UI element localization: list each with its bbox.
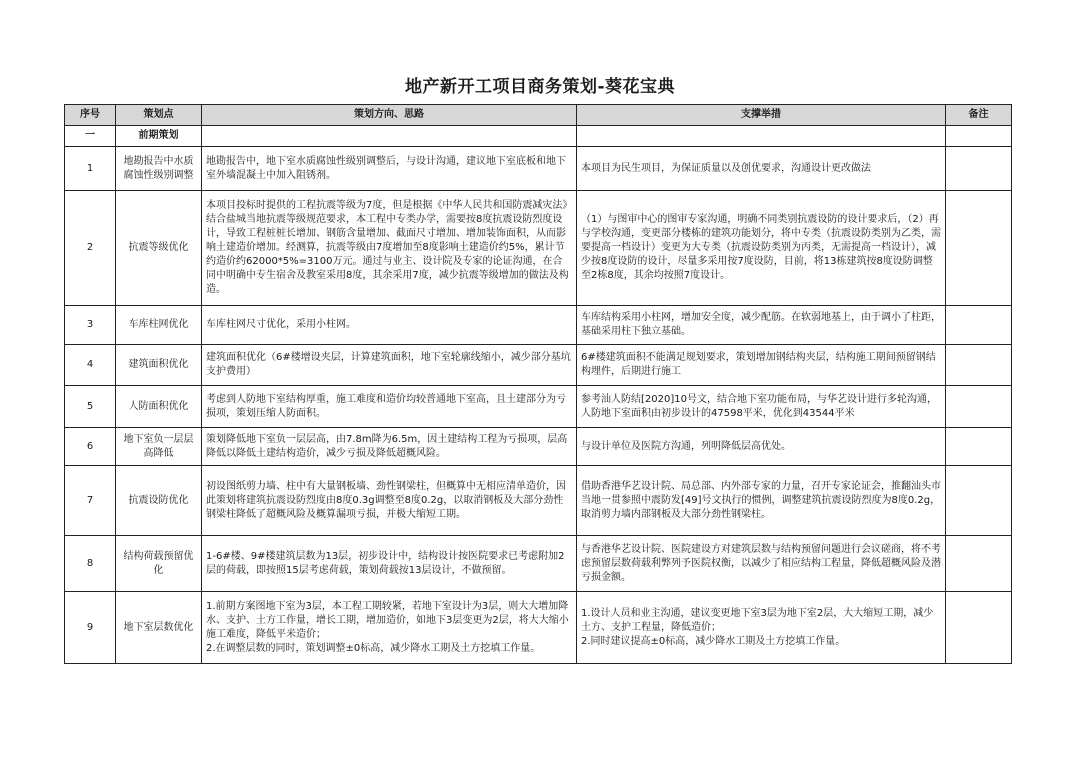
phase-number: 一 — [65, 126, 116, 147]
row-direction: 考虑到人防地下室结构厚重，施工难度和造价均较普通地下室高，且土建部分为亏损项，策划压缩人防面积。 — [202, 386, 577, 428]
row-point: 人防面积优化 — [116, 386, 202, 428]
row-direction: 初设图纸剪力墙、柱中有大量钢板墙、劲性钢梁柱，但概算中无相应清单造价，因此策划将建筑抗震设防烈度由8度0.3g调整至8度0.2g，以取消钢板及大部分劲性钢梁柱降低了超概风险及概算漏项亏损，并极大缩短工期。 — [202, 466, 577, 536]
header-point: 策划点 — [116, 105, 202, 126]
row-seq: 7 — [65, 466, 116, 536]
strategy-table — [64, 104, 1012, 664]
row-direction: 地勘报告中，地下室水质腐蚀性级别调整后，与设计沟通，建议地下室底板和地下室外墙混凝土中加入阻锈剂。 — [202, 147, 577, 191]
header-direction: 策划方向、思路 — [202, 105, 577, 126]
phase-row — [65, 126, 1012, 147]
row-notes — [946, 536, 1012, 592]
row-measures: 与设计单位及医院方沟通，列明降低层高优处。 — [577, 428, 946, 466]
table-row — [65, 536, 1012, 592]
table-row — [65, 466, 1012, 536]
row-notes — [946, 466, 1012, 536]
row-notes — [946, 147, 1012, 191]
header-notes: 备注 — [946, 105, 1012, 126]
table-header-row — [65, 105, 1012, 126]
row-measures: 与香港华艺设计院、医院建设方对建筑层数与结构预留问题进行会议磋商，将不考虑预留层数荷载利弊列予医院权衡，以减少了相应结构工程量，降低超概风险及潜亏损金额。 — [577, 536, 946, 592]
row-notes — [946, 306, 1012, 345]
row-point: 结构荷载预留优化 — [116, 536, 202, 592]
phase-empty-cell — [946, 126, 1012, 147]
row-point: 建筑面积优化 — [116, 345, 202, 386]
table-row — [65, 191, 1012, 306]
table-row — [65, 592, 1012, 664]
row-direction: 1.前期方案图地下室为3层，本工程工期较紧，若地下室设计为3层，则大大增加降水、支护、土方工作量，增长工期，增加造价，如地下3层变更为2层，将大大缩小施工难度，降低平米造价； 2.在调整层数的同时，策划调整±0标高，减少降水工期及土方挖填工作量。 — [202, 592, 577, 664]
table-row — [65, 386, 1012, 428]
row-measures: 6#楼建筑面积不能满足规划要求，策划增加钢结构夹层，结构施工期间预留钢结构埋件，后期进行施工 — [577, 345, 946, 386]
row-measures: 本项目为民生项目，为保证质量以及创优要求，沟通设计更改做法 — [577, 147, 946, 191]
row-seq: 5 — [65, 386, 116, 428]
row-notes — [946, 386, 1012, 428]
row-notes — [946, 428, 1012, 466]
row-point: 地下室负一层层高降低 — [116, 428, 202, 466]
row-measures: （1）与图审中心的图审专家沟通，明确不同类别抗震设防的设计要求后，（2）再与学校沟通，变更部分楼栋的建筑功能划分，将中专类（抗震设防类别为乙类，需要提高一档设计）变更为大专类（抗震设防类别为丙类，无需提高一档设计），减少按8度设防的设计，尽量多采用按7度设防，目前，将13栋建筑按8度设防调整至2栋8度，其余均按照7度设计。 — [577, 191, 946, 306]
row-measures: 参考汕人防结[2020]10号文，结合地下室功能布局，与华艺设计进行多轮沟通，人防地下室面积由初步设计的47598平米，优化到43544平米 — [577, 386, 946, 428]
row-seq: 4 — [65, 345, 116, 386]
row-direction: 本项目投标时提供的工程抗震等级为7度，但是根据《中华人民共和国防震减灾法》结合盐城当地抗震等级规范要求，本工程中专类办学，需要按8度抗震设防烈度设计，导致工程桩桩长增加、钢筋含量增加、截面尺寸增加、增加装饰面积，从而影响土建造价增加。经测算，抗震等级由7度增加至8度影响土建造价约5%，累计节约造价约62000*5%=3100万元。通过与业主、设计院及专家的论证沟通，在合同中明确中专生宿舍及教室采用8度，其余采用7度，减少抗震等级增加的做法及构造。 — [202, 191, 577, 306]
document-title: 地产新开工项目商务策划-葵花宝典 — [404, 77, 676, 97]
row-direction: 策划降低地下室负一层层高，由7.8m降为6.5m，因土建结构工程为亏损项，层高降低以降低土建结构造价，减少亏损及降低超概风险。 — [202, 428, 577, 466]
row-seq: 3 — [65, 306, 116, 345]
row-seq: 9 — [65, 592, 116, 664]
row-notes — [946, 191, 1012, 306]
table-row — [65, 147, 1012, 191]
row-measures: 借助香港华艺设计院、局总部、内外部专家的力量，召开专家论证会，推翻汕头市当地一贯参照中震防发[49]号文执行的惯例，调整建筑抗震设防烈度为8度0.2g，取消剪力墙内部钢板及大部分劲性钢梁柱。 — [577, 466, 946, 536]
table-row — [65, 428, 1012, 466]
phase-name: 前期策划 — [116, 126, 202, 147]
row-point: 抗震设防优化 — [116, 466, 202, 536]
row-direction: 1-6#楼、9#楼建筑层数为13层，初步设计中，结构设计按医院要求已考虑附加2层的荷载，即按照15层考虑荷载，策划荷载按13层设计，不做预留。 — [202, 536, 577, 592]
row-notes — [946, 592, 1012, 664]
table-row — [65, 345, 1012, 386]
row-point: 抗震等级优化 — [116, 191, 202, 306]
row-notes — [946, 345, 1012, 386]
row-measures: 1.设计人员和业主沟通，建议变更地下室3层为地下室2层，大大缩短工期，减少土方、支护工程量，降低造价； 2.同时建议提高±0标高，减少降水工期及土方挖填工作量。 — [577, 592, 946, 664]
header-measures: 支撑举措 — [577, 105, 946, 126]
table-row — [65, 306, 1012, 345]
phase-empty-cell — [202, 126, 577, 147]
phase-empty-cell — [577, 126, 946, 147]
header-seq: 序号 — [65, 105, 116, 126]
row-point: 地勘报告中水质腐蚀性级别调整 — [116, 147, 202, 191]
row-measures: 车库结构采用小柱网，增加安全度，减少配筋。在软弱地基上，由于调小了柱距，基础采用柱下独立基础。 — [577, 306, 946, 345]
row-seq: 8 — [65, 536, 116, 592]
row-seq: 1 — [65, 147, 116, 191]
row-point: 地下室层数优化 — [116, 592, 202, 664]
row-point: 车库柱网优化 — [116, 306, 202, 345]
row-direction: 建筑面积优化（6#楼增设夹层，计算建筑面积，地下室轮廓线缩小，减少部分基坑支护费用） — [202, 345, 577, 386]
row-seq: 6 — [65, 428, 116, 466]
row-seq: 2 — [65, 191, 116, 306]
row-direction: 车库柱网尺寸优化，采用小柱网。 — [202, 306, 577, 345]
